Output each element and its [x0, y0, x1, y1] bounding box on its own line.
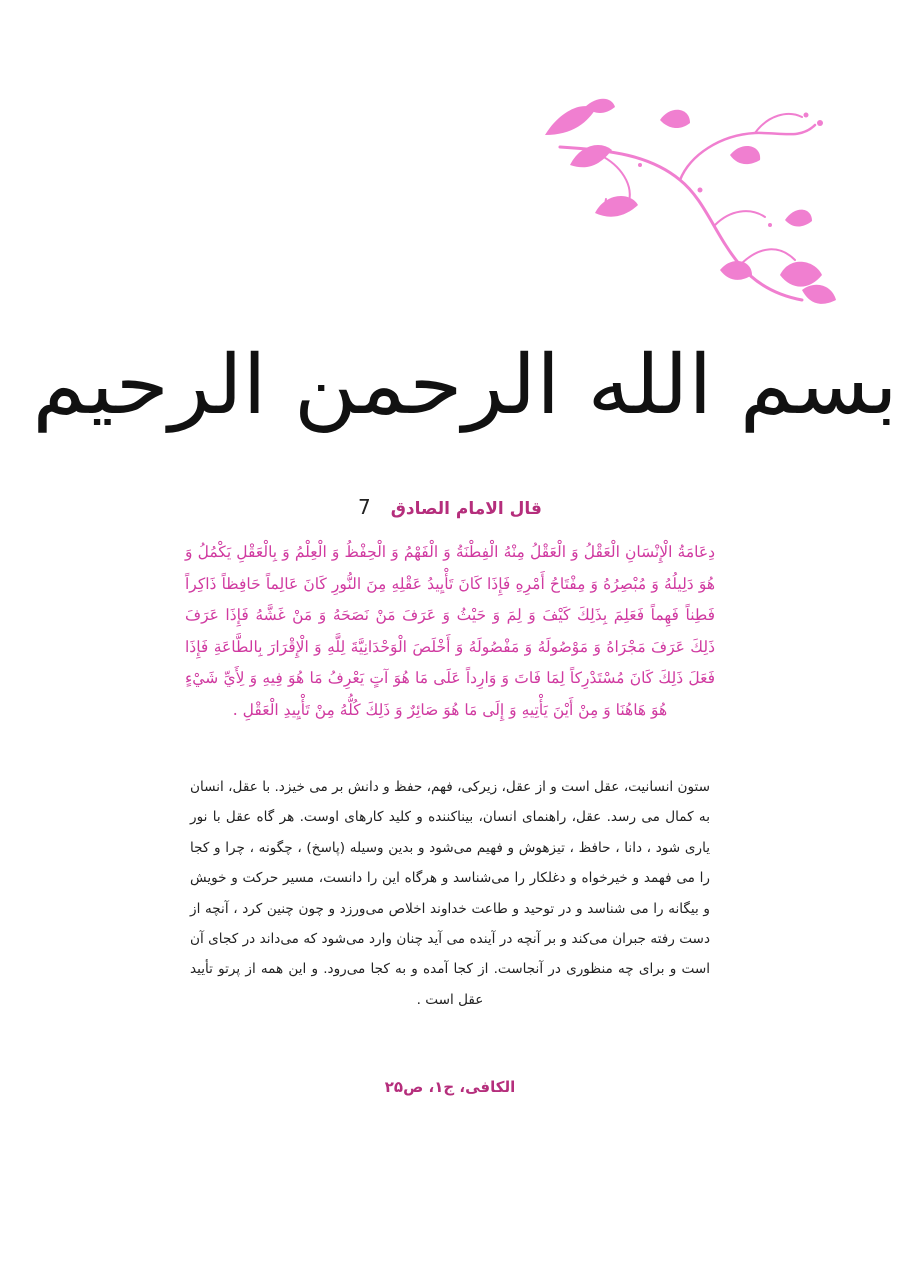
hadith-heading [0, 495, 900, 519]
hadith-number: 7 [358, 495, 371, 519]
arabic-hadith-text: دِعَامَةُ الْإِنْسَانِ الْعَقْلُ وَ الْعَقْلُ مِنْهُ الْفِطْنَةُ وَ الْفَهْمُ وَ الْحِفْظُ وَ الْعِلْمُ وَ بِالْعَقْلِ يَكْمُلُ وَ هُوَ دَلِيلُهُ وَ مُبْصِرُهُ وَ مِفْتَاحُ أَمْرِهِ فَإِذَا كَانَ تَأْيِيدُ عَقْلِهِ مِنَ النُّورِ كَانَ عَالِماً حَافِظاً ذَاكِراً فَطِناً فَهِماً فَعَلِمَ بِذَلِكَ كَيْفَ وَ لِمَ وَ حَيْثُ وَ عَرَفَ مَنْ نَصَحَهُ وَ مَنْ غَشَّهُ فَإِذَا عَرَفَ ذَلِكَ عَرَفَ مَجْرَاهُ وَ مَوْصُولَهُ وَ مَفْصُولَهُ وَ أَخْلَصَ الْوَحْدَانِيَّةَ لِلَّهِ وَ الْإِقْرَارَ بِالطَّاعَةِ فَإِذَا فَعَلَ ذَلِكَ كَانَ مُسْتَدْرِكاً لِمَا فَاتَ وَ وَارِداً عَلَى مَا هُوَ آتٍ يَعْرِفُ مَا هُوَ فِيهِ وَ لِأَيِّ شَيْءٍ هُوَ هَاهُنَا وَ مِنْ أَيْنَ يَأْتِيهِ وَ إِلَى مَا هُوَ صَائِرٌ وَ ذَلِكَ كُلُّهُ مِنْ تَأْيِيدِ الْعَقْلِ . [185, 543, 715, 719]
source-citation: الکافی، ج۱، ص۲۵ [384, 1078, 516, 1096]
basmala-text: بسم الله الرحمن الرحيم [32, 337, 898, 433]
persian-translation-text: ستون انسانیت، عقل است و از عقل، زیرکی، فهم، حفظ و دانش بر می خیزد. با عقل، انسان به کمال می رسد. عقل، راهنمای انسان، بیناکننده و کلید کارهای اوست. هر گاه عقل با نور یاری شود ، دانا ، حافظ ، تیزهوش و فهیم می‌شود و بدین وسیله (پاسخ) ، چگونه ، چرا و کجا را می فهمد و خیرخواه و دغلکار را می‌شناسد و هرگاه این را دانست، مسیر حرکت و خویش و بیگانه را می شناسد و در توحید و طاعت خداوند اخلاص می‌ورزد و چون چنین کرد ، آنچه از دست رفته جبران می‌کند و بر آنچه در آینده می آید چنان وارد می‌شود که می‌داند در کجای آن است و برای چه منظوری در آنجاست. از کجا آمده و به کجا می‌رود. و این همه از پرتو تأیید عقل است . [190, 779, 710, 1008]
hadith-heading-title: قال الامام الصادق [390, 499, 542, 519]
floral-ornament-icon [540, 95, 840, 310]
basmala-calligraphy [32, 300, 898, 470]
